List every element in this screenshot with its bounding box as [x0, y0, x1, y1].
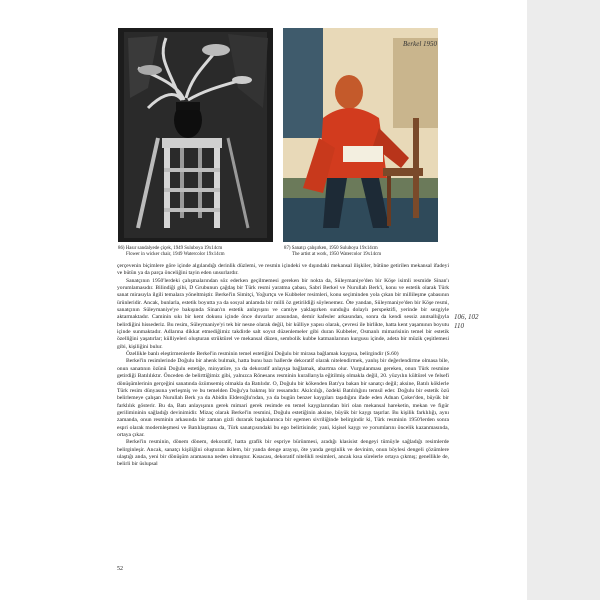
paragraph-4: Berkel'in resimlerinde Doğulu bir ahenk bulmak, hatta bunu bazı hallerde dekoratif olarak nitelendirmek, yanlış bir değerlendirme olmasa bile, onun sanatının özünü Doğulu estetiğe, minyatüre, ya da dekoratif anlayışa bağlamak, abartma olur. Vurgulanması gereken, onun Türk resmine getirdiği Batılılıktır. Önceden de belirttiğimiz gibi, yalnızca Rönesans resminin kurallarıyla eğitilmiş olmakla değil, 20. yüzyılın kültürel ve felsefi dönüşümlerinin gerçeğini sanatında özümsemiş olmakla da Batılıdır. O, Doğulu bir kökenden Batı'ya bakan bir sanatçı değil; aksine, Batılı köklerle Türk resim dünyasına yerleşmiş ve bu temelden Doğu'ya bakmış bir ressamdır. Akılcılığı, özdeki Batılılığını temsil eder. Doğulu bir estetik özü belirlemeye çalışan Nurullah Berk ya da Abidin Elderoğlu'ndan, ya da bugün benzer kaygıları taşıdığını ifade eden Adnan Çoker'den, büyük bir farklılık gösterir. Bu da, Batı anlayışının gerek mimari gerek resimde en temel kaygılarından biri olan mekansal hareketin, mekan ve figür gerilimininin sağladığı devinimidir. Mizaç olarak Berkel'in resmini, Doğulu estetiğinin aksine, büyük bir kaygı taşırlar. Bu kişilik farklılığı, aynı zamanda, onun resminin arkasında bir zaman gizli durarak başkalarınca bir egemen sivriliğinde belirgindir ki, Türk resminin 1950'lerden sonra espri olarak modernleşmesi ve Batılılaşması da, Türk sanatçısındaki bu ego belirtisinde; yani, kişisel kaygı ve yorumlarını öncelik kazanmasında, ortaya çıkar. [117, 358, 449, 438]
page-number: 52 [117, 566, 123, 572]
page-margin-shadow [527, 0, 600, 600]
figure-86-caption-tr: 86) Hasır sandalyede çiçek, 1949 Suluboya 19x14cm [118, 246, 223, 251]
margin-figure-reference: 106, 102 110 [454, 313, 479, 330]
figure-87-signature: Berkel 1950 [403, 40, 438, 48]
body-text [117, 263, 449, 469]
figure-86-painting [118, 28, 273, 242]
paragraph-1: çerçevenin biçimlere göre içinde algılandığı derinlik düzlemi, ve resmin içindeki ve dışındaki mekansal ilişkiler, bütüne getirilen mekansal ifadeyi ve bütün ya da parça önceliğini tayin eden unsurlardır. [117, 263, 449, 277]
figure-86-caption-en: Flower in wicker chair, 1949 Watercolor 19x14cm [126, 252, 225, 257]
figure-87-caption-en: The artist at work, 1950 Watercolor 19x14cm [292, 252, 382, 257]
figure-87-painting [283, 28, 438, 242]
paragraph-2: Sanatçının 1950'lerdeki çalışmalarından söz ederken geçilmemesi gereken bir nokta da, Süleymaniye'den bir Köşe isimli resmide Sinan'ı yorumlamasıdır. Bilindiği gibi, D Grubunun çağdaş bir Türk resmi yaratma çabası, Sabri Berkel ve Nurullah Berk'i, konu ve estetik olarak Türk sanat mirasıyla ilgili temalara yöneltmiştir. Berkel'in Simitçi, Yoğurtçu ve Kubbeler resimleri, konu seçiminden yola çıkan bir millileşme çabasının ürünleridir. Ancak, bunlarla, estetik boyutta ya da sosyal anlamda bir milli öz getirildiği söylenemez. Öte yandan, Süleymaniye'den bir Köşe resmi, sanatçının Süleymaniye'ye bakışında Sinan'ın estetik anlayışını ve camiye yaklaşırken sunduğu dolaylı perspektifi, yerinde bir sezgiyle aktarmaktadır. Caminin sıkı bir kent dokusu içinde önce duvarlar arasından, demir kafesler arkasından, sonra da kendi sessiz anıtsallığıyla belirdiğini hissederiz. Bu resim, Süleymaniye'yi tek bir nesne olarak değil, bir külliye yapısı olarak, çevresi ile birlikte, hatta kent yaşamının boyutu içinde sunmaktadır. Adlarına dikkat etmediğimiz takdirde salt soyut düzenlemeler gibi duran Kubbeler, Osmanlı mimarisinin temel bir estetik özelliğini yaşatırlar; külliyeleri oluşturan strüktürel ve mekansal düzen, sembolik kubbe katmanlarının kurgusu içinde, adeta bir müzik çeşitlemesi gibi, kişiliğini bulur. [117, 277, 449, 350]
figure-87-caption-tr: 87) Sanatçı çalışırken, 1950 Suluboya 19x14cm [284, 246, 378, 251]
paragraph-3: Özellikle banlı eleştirmenlerde Berkel'in resminin temel estetiğini Doğulu bir mirasa bağlamak kaygısa, belirgindir (S.60) [126, 351, 399, 358]
paragraph-5: Berkel'in resminin, dönem dönem, dekoratif, hatta grafik bir espriye bürünmesi, aradığı klasisist dengeyi tümüyle sağladığı resimlerde belirginleşir. Ancak, sanatçı kişiliğini oluşturan ikilem, bir yanda denge arayışı, öte yanda gerginlik ve devinim, onun böylesi dengeli çözümlere ulaştığı anda, yeni bir dönüşüm aramasına neden olmuştur. Kısacası, dekoratif nitelikli resimleri, ancak kısa sürelerle ortaya çıkmış; genellikle de, belirli bir üslupsal [117, 439, 449, 468]
